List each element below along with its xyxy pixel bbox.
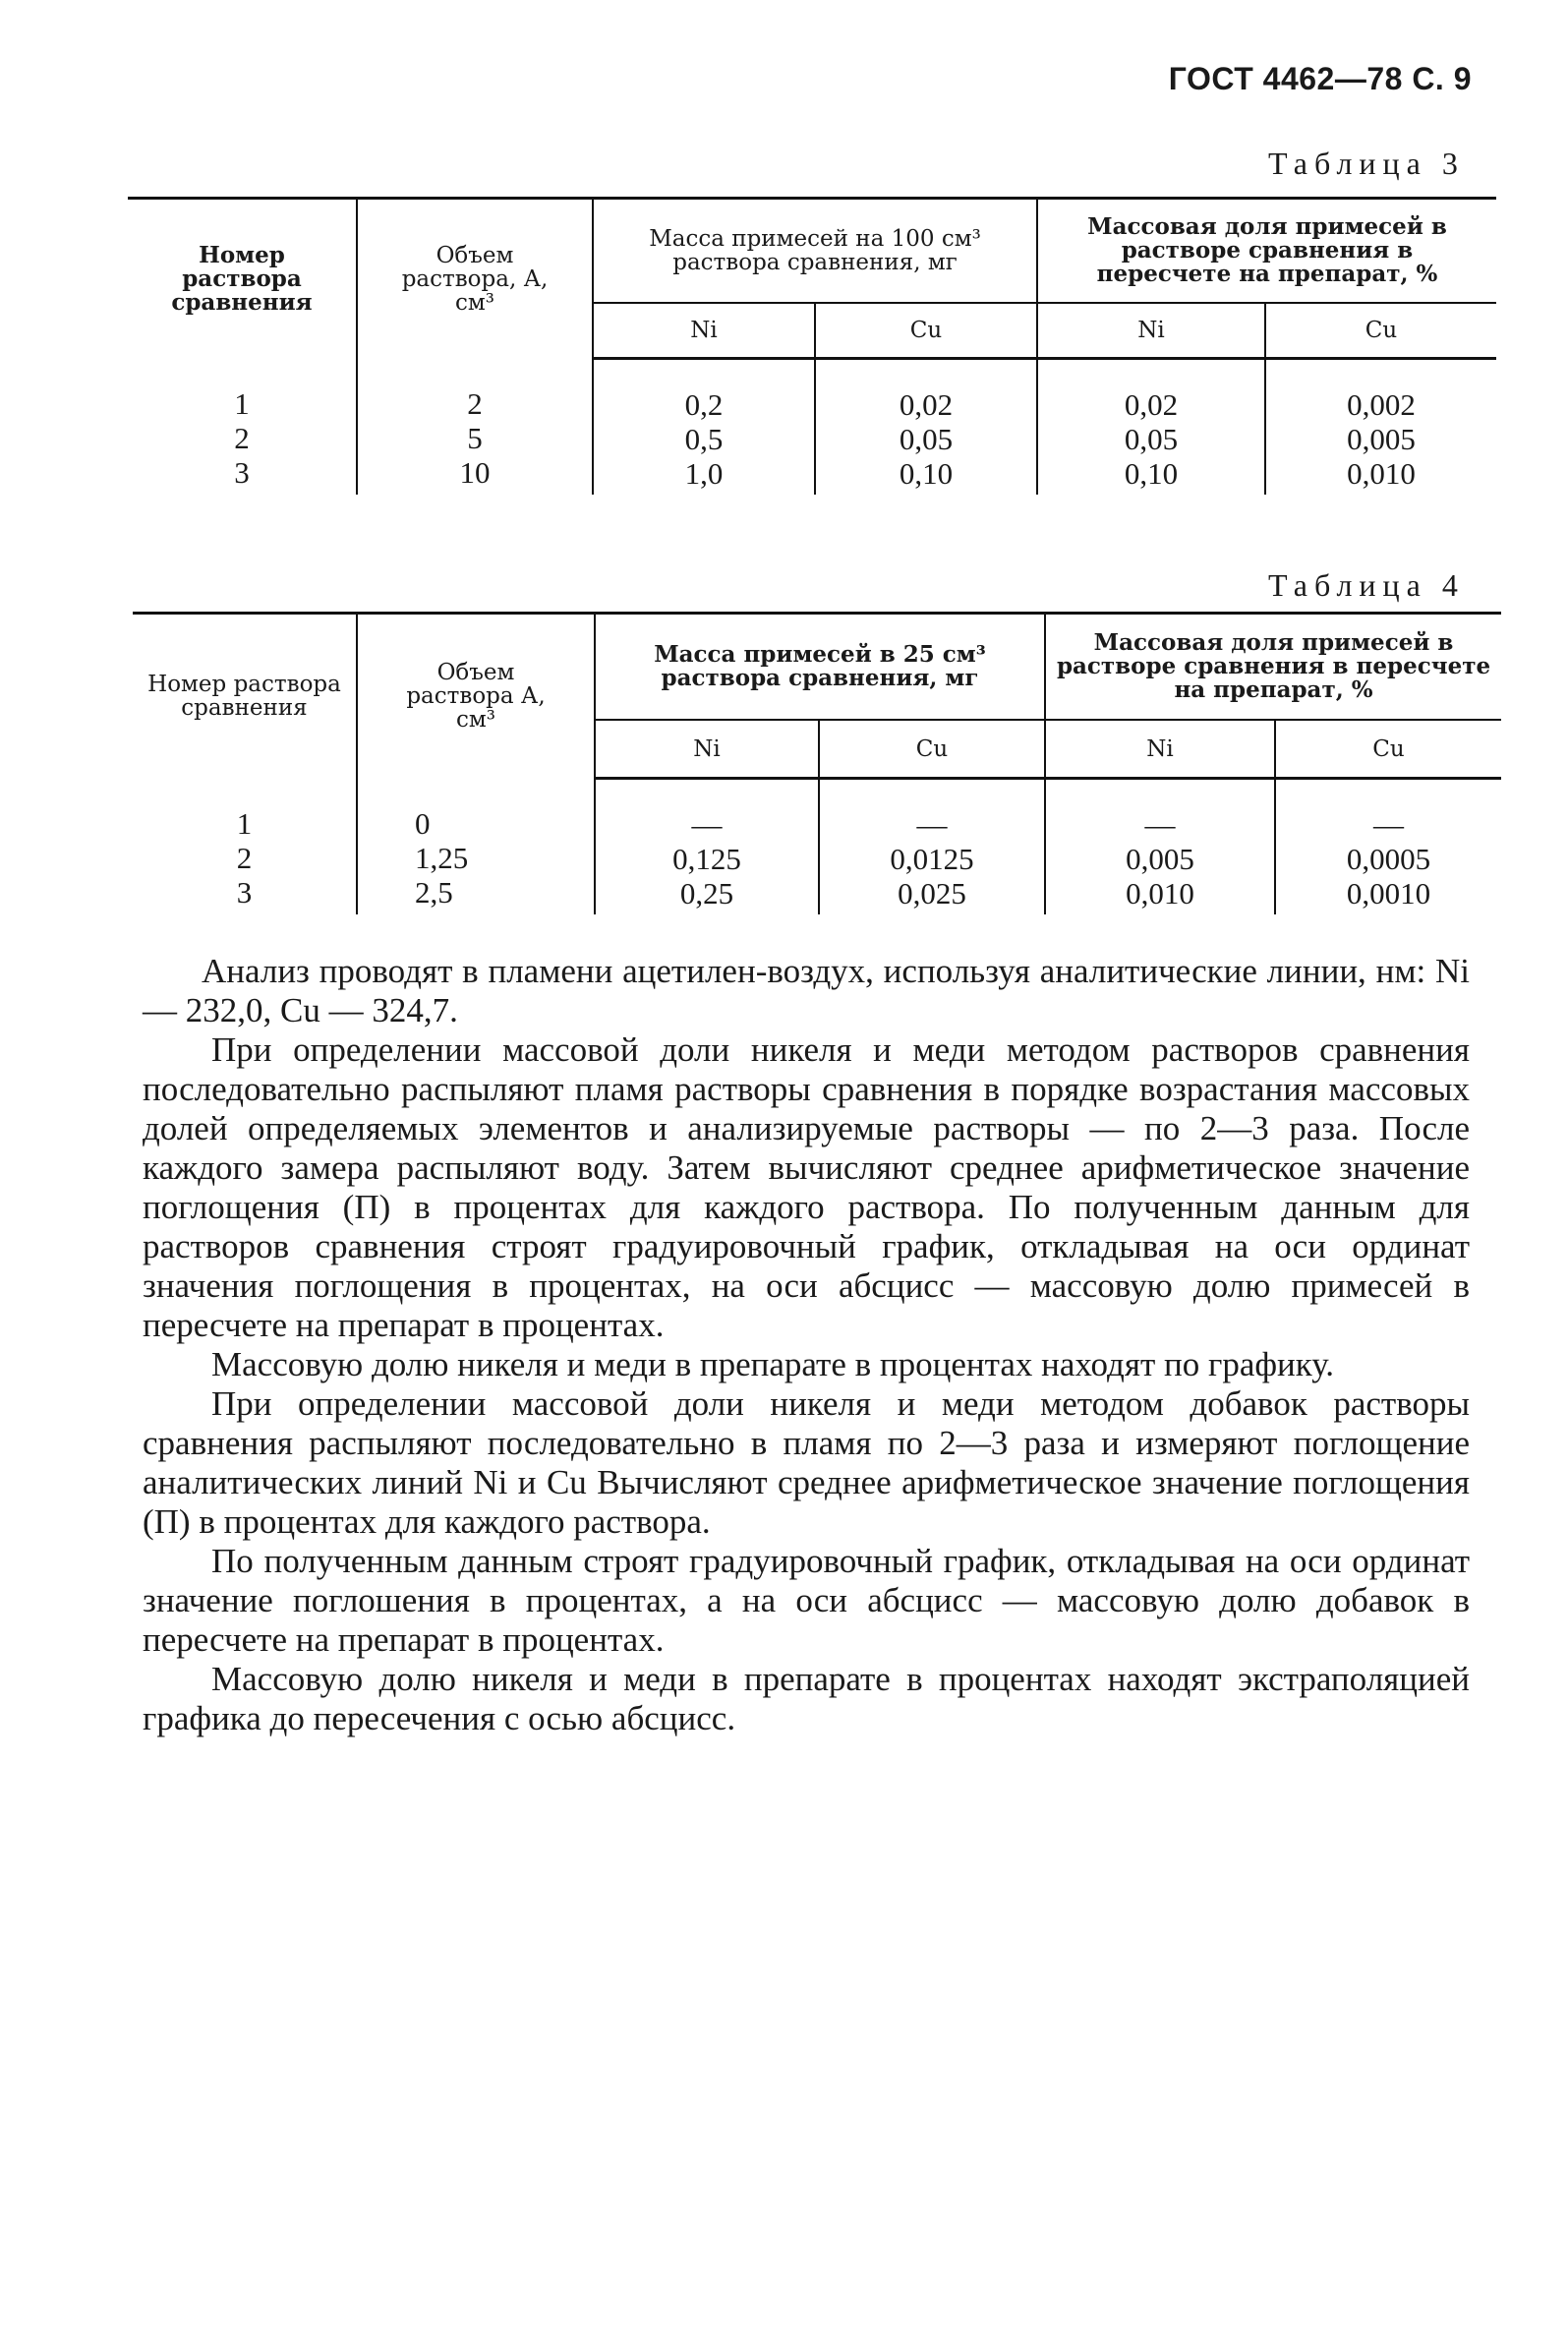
table-3 [128, 197, 1496, 495]
table-4-sub-ni-fraction: Ni [1045, 720, 1275, 779]
table-3-cell-mass-cu: 0,02 0,05 0,10 [815, 359, 1037, 496]
table-4 [133, 612, 1501, 914]
table-4-header-volume: Объем раствора А, см³ [357, 614, 595, 779]
page-header: ГОСТ 4462—78 С. 9 [1168, 61, 1472, 96]
table-3-header-number: Номер раствора сравнения [128, 199, 357, 359]
table-3-sub-ni-mass: Ni [593, 303, 815, 359]
table-3-sub-ni-fraction: Ni [1037, 303, 1265, 359]
table-3-header-fraction: Массовая доля примесей в растворе сравнения в пересчете на препарат, % [1037, 199, 1496, 304]
table-4-header-fraction: Массовая доля примесей в растворе сравнения в пересчете на препарат, % [1045, 614, 1501, 721]
body-text [143, 952, 1470, 1738]
paragraph-reference-solutions-method: При определении массовой доли никеля и меди методом растворов сравнения последовательно распыляют пламя растворы сравнения в порядке возрастания массовых долей определяемых элементов и анализируемые растворы — по 2—3 раза. После каждого замера распыляют воду. Затем вычисляют среднее арифметическое значение поглощения (П) в процентах для каждого раствора. По полученным данным для растворов сравнения строят градуировочный график, откладывая на оси ординат значения поглощения в процентах, на оси абсцисс — массовую долю примесей в пересчете на препарат в процентах. [143, 1030, 1470, 1344]
paragraph-flame-analysis: Анализ проводят в пламени ацетилен-воздух, используя аналитические линии, нм: Ni — 232,0, Cu — 324,7. [143, 952, 1470, 1029]
table-row [128, 359, 1496, 496]
table-row [133, 779, 1501, 915]
table-4-cell-mass-cu: — 0,0125 0,025 [819, 779, 1045, 915]
paragraph-result-by-graph: Массовую долю никеля и меди в препарате в процентах находят по графику. [211, 1345, 1335, 1383]
table-3-header-mass: Масса примесей на 100 см³ раствора сравнения, мг [593, 199, 1037, 304]
table-4-sub-ni-mass: Ni [595, 720, 819, 779]
table-3-cell-fraction-ni: 0,02 0,05 0,10 [1037, 359, 1265, 496]
paragraph-additions-method: При определении массовой доли никеля и меди методом добавок растворы сравнения распыляют последовательно в пламя по 2—3 раза и измеряют поглощение аналитических линий Ni и Cu Вычисляют среднее арифметическое значение поглощения (П) в процентах для каждого раствора. [143, 1384, 1470, 1541]
table-4-sub-cu-fraction: Cu [1275, 720, 1501, 779]
paragraph-calibration-graph: По полученным данным строят градуировочный график, откладывая на оси ординат значение поглошения в процентах, а на оси абсцисс — массовую долю добавок в пересчете на препарат в процентах. [143, 1542, 1470, 1659]
table-4-cell-fraction-cu: — 0,0005 0,0010 [1346, 807, 1431, 911]
table-4-caption: Таблица 4 [1268, 567, 1465, 603]
table-3-sub-cu-fraction: Cu [1265, 303, 1496, 359]
table-3-header-volume: Объем раствора, А, см³ [357, 199, 593, 359]
table-3-cell-number: 1 2 3 [128, 359, 357, 496]
table-3-caption: Таблица 3 [1268, 146, 1465, 181]
table-4-cell-volume: 0 1,25 2,5 [357, 779, 595, 915]
table-4-header-number: Номер раствора сравнения [133, 614, 357, 779]
table-4-cell-number: 1 2 3 [133, 779, 357, 915]
paragraph-extrapolation: Массовую долю никеля и меди в препарате в процентах находят экстраполяцией графика до пересечения с осью абсцисс. [143, 1660, 1470, 1737]
table-3-cell-mass-ni: 0,2 0,5 1,0 [593, 359, 815, 496]
table-4-header-mass: Масса примесей в 25 см³ раствора сравнения, мг [595, 614, 1045, 721]
table-4-cell-mass-ni: — 0,125 0,25 [595, 779, 819, 915]
table-3-cell-volume: 2 5 10 [357, 359, 593, 496]
table-3-sub-cu-mass: Cu [815, 303, 1037, 359]
table-4-cell-fraction-ni: — 0,005 0,010 [1045, 779, 1275, 915]
table-3-cell-fraction-cu: 0,002 0,005 0,010 [1347, 387, 1416, 491]
table-4-sub-cu-mass: Cu [819, 720, 1045, 779]
